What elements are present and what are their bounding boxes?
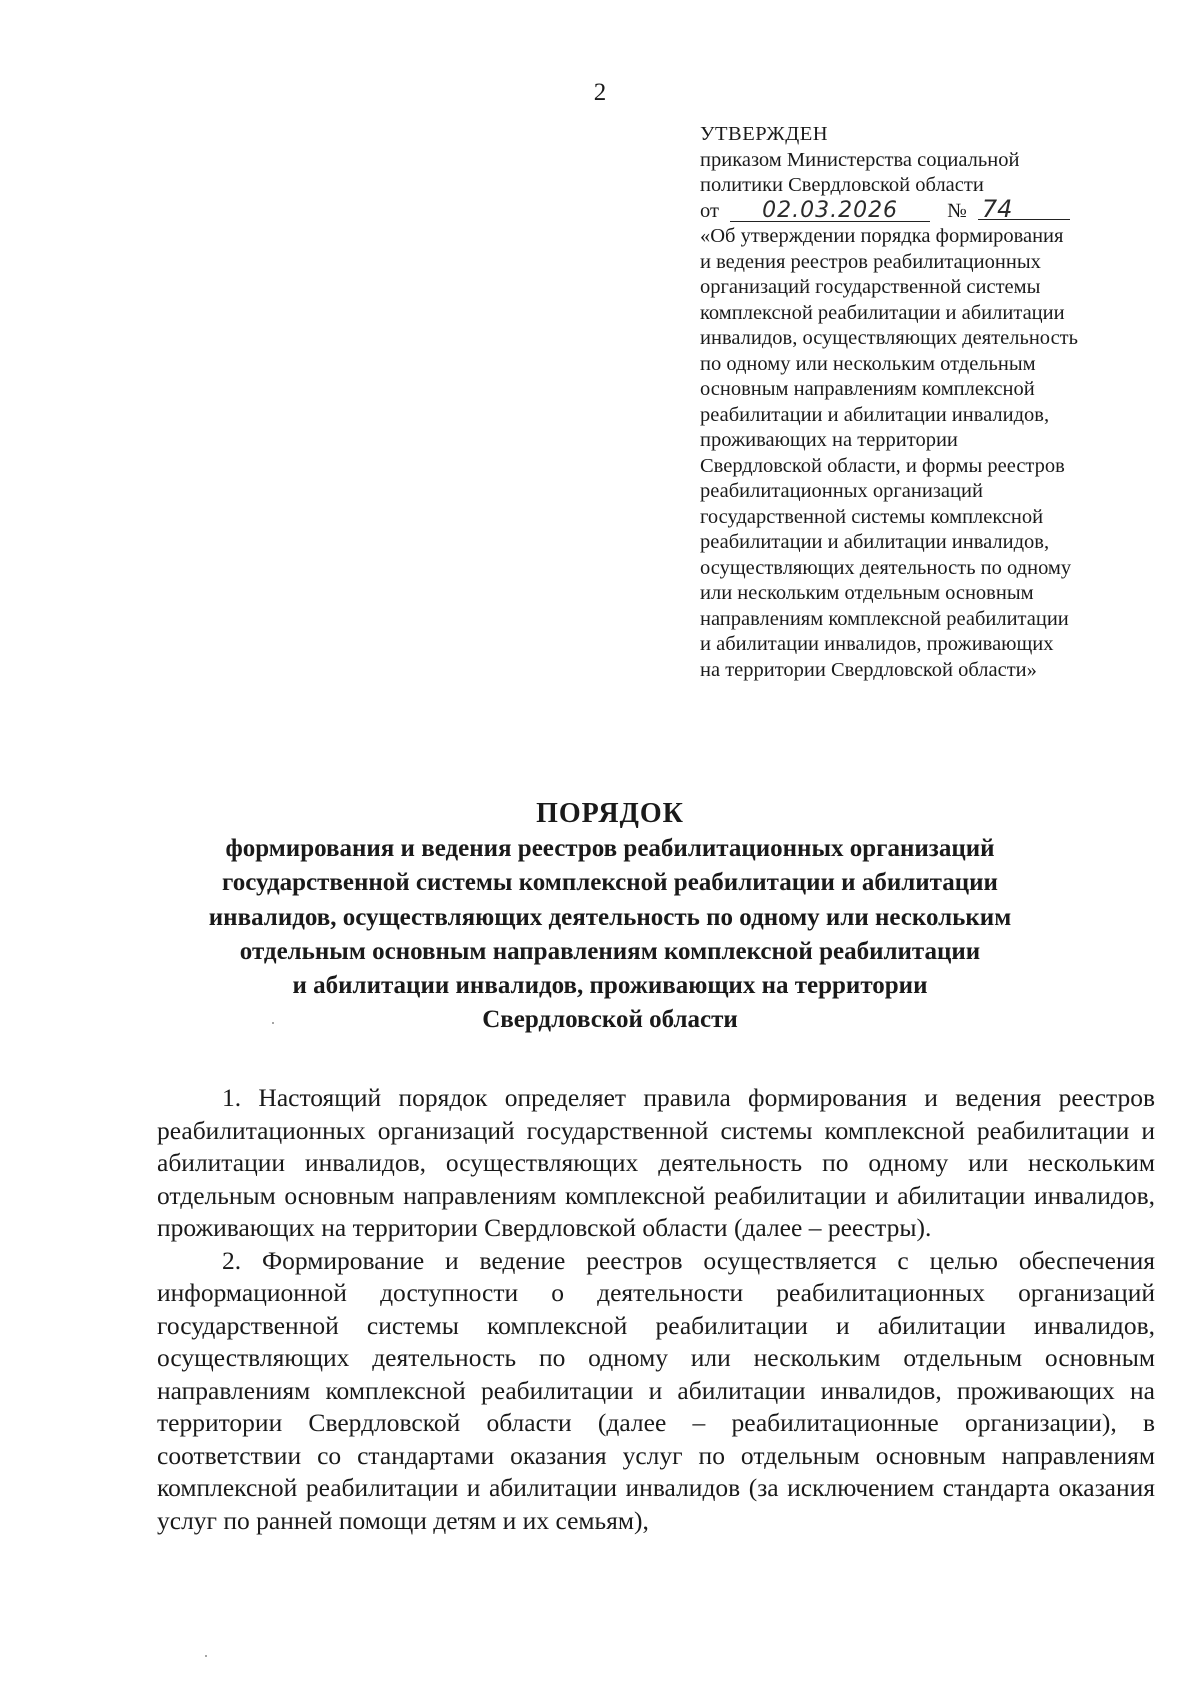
document-body [157,1082,1155,1537]
handwritten-date: 02.03.2026 [730,201,930,222]
handwritten-number: 74 [978,199,1070,220]
order-title-line: и абилитации инвалидов, проживающих [700,633,1054,655]
approval-line: приказом Министерства социальной [700,148,1020,171]
scan-speck [205,1655,207,1657]
subtitle-line: Свердловской области [482,1006,738,1034]
subtitle-line: формирования и ведения реестров реабилитационных организаций [225,835,995,862]
number-label: № [947,199,967,222]
approval-line: политики Свердловской области [700,174,984,196]
order-title-line: и ведения реестров реабилитационных [700,250,1041,273]
subtitle-line: и абилитации инвалидов, проживающих на территории [292,972,928,1000]
order-title [700,224,1170,683]
order-title-line: инвалидов, осуществляющих деятельность [700,327,1078,349]
order-title-line: организаций государственной системы [700,276,1041,298]
paragraph-1: 1. Настоящий порядок определяет правила формирования и ведения реестров реабилитационных организаций государственной системы комплексной реабилитации и абилитации инвалидов, осуществляющих деятельность по одному или нескольким отдельным основным направлениям комплексной реабилитации и абилитации инвалидов, проживающих на территории Свердловской области (далее – реестры). [157,1083,1155,1242]
order-title-line: реабилитации и абилитации инвалидов, [700,403,1050,426]
date-prefix: от [700,199,719,222]
approved-heading: УТВЕРЖДЕН [700,123,829,145]
approval-stamp [700,122,1170,683]
paragraph-2: 2. Формирование и ведение реестров осуществляется с целью обеспечения информационной доступности о деятельности реабилитационных организаций государственной системы комплексной реабилитации и абилитации инвалидов, осуществляющих деятельность по одному или нескольким отдельным основным направлениям комплексной реабилитации и абилитации инвалидов, проживающих на территории Свердловской области (далее – реабилитационные организации), в соответствии со стандартами оказания услуг по отдельным основным направлениям комплексной реабилитации и абилитации инвалидов (за исключением стандарта оказания услуг по ранней помощи детям и их семьям), [157,1245,1155,1535]
document-title: ПОРЯДОК [536,798,684,829]
order-title-line: Свердловской области, и формы реестров [700,454,1065,477]
order-title-line: проживающих на территории [700,429,958,451]
order-title-line: государственной системы комплексной [700,505,1044,528]
subtitle-line: государственной системы комплексной реабилитации и абилитации [222,869,998,897]
order-title-line: осуществляющих деятельность по одному [700,556,1072,579]
scan-speck [272,1022,274,1024]
order-title-line: комплексной реабилитации и абилитации [700,301,1065,324]
page-number: 2 [593,79,607,106]
order-title-line: или нескольким отдельным основным [700,582,1034,604]
order-title-line: основным направлениям комплексной [700,378,1035,400]
order-date-number-line [700,194,1170,225]
order-title-line: по одному или нескольким отдельным [700,352,1036,375]
subtitle-line: инвалидов, осуществляющих деятельность по одному или нескольким [208,903,1012,931]
order-title-line: реабилитации и абилитации инвалидов, [700,531,1050,553]
order-title-line: направлениям комплексной реабилитации [700,607,1069,630]
order-title-line: на территории Свердловской области» [700,658,1037,681]
document-title-block [150,796,1070,1038]
document-subtitle [150,832,1070,1038]
order-title-line: реабилитационных организаций [700,480,983,502]
order-title-line: «Об утверждении порядка формирования [700,225,1064,247]
subtitle-line: отдельным основным направлениям комплексной реабилитации [239,937,981,965]
